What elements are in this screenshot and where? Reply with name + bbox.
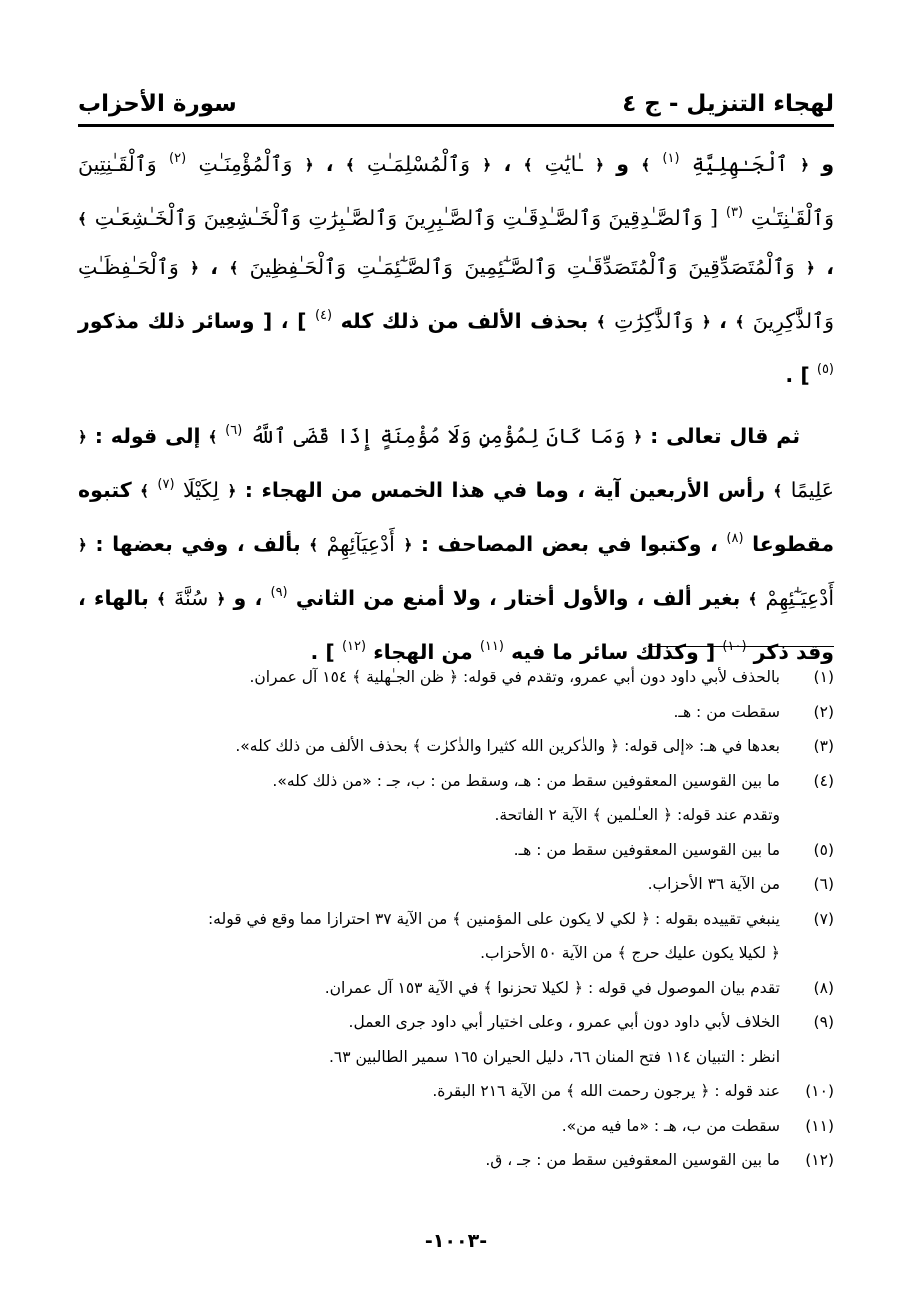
paragraph-1 (78, 135, 834, 399)
footnote-continuation (78, 798, 834, 833)
footnote-text: ما بين القوسين المعقوفين سقط من : هـ. (513, 840, 780, 859)
footnote-text: ينبغي تقييده بقوله : ﴿ لكي لا يكون على المؤمنين ﴾ من الآية ٣٧ احترازا مما وقع في قوله: (207, 909, 780, 928)
footnote-item (78, 729, 834, 764)
text-fragment: وكتبوا في بعض المصاحف : (420, 532, 702, 556)
quran-word: ٱلْجَـٰهِلِيَّةِ (691, 152, 788, 176)
text-fragment: ، (826, 255, 834, 279)
footnote-text: تقدم بيان الموصول في قوله : ﴿ لكيلا تحزنوا ﴾ في الآية ١٥٣ آل عمران. (324, 978, 780, 997)
quran-word: وَٱلذَّٰكِرَٰتِ (614, 309, 694, 333)
footnote-ref-1[interactable]: (١) (662, 151, 680, 166)
text-fragment: ، (503, 152, 512, 176)
text-fragment: ] . (310, 640, 335, 664)
footnote-ref-7[interactable]: (٧) (157, 477, 175, 492)
main-text (78, 135, 834, 676)
footnote-continuation (78, 1040, 834, 1075)
ornate-bracket-close: ﴾ (735, 313, 745, 331)
footnote-ref-12[interactable]: (١٢) (341, 639, 367, 654)
paragraph-2 (78, 407, 834, 676)
quran-word: وَٱلْمُتَصَدِّقِينَ وَٱلْمُتَصَدِّقَـٰتِ وَٱلصَّـٰٓئِمِينَ (464, 255, 795, 279)
ornate-bracket-close: ﴾ (773, 482, 783, 500)
footnote-item (78, 1143, 834, 1178)
text-fragment: [ وكذلك سائر ما فيه (511, 640, 716, 664)
quran-word: وَٱلْحَـٰفِظَـٰتِ وَٱلذَّٰكِرِينَ (78, 255, 835, 333)
quran-word: لِكَيْلَا (183, 478, 220, 502)
footnote-text: وتقدم عند قوله: ﴿ العـٰلمين ﴾ الآية ٢ الفاتحة. (494, 806, 780, 824)
ornate-bracket-open: ﴿ (701, 313, 711, 331)
footnote-number: (٧) (813, 909, 834, 928)
quran-word: وَٱلْمُؤْمِنَـٰتِ (198, 152, 293, 176)
footnote-number: (٢) (813, 702, 834, 721)
footnote-text: الخلاف لأبي داود دون أبي عمرو ، وعلى اختيار أبي داود جرى العمل. (348, 1013, 780, 1031)
book-title: لهجاء التنزيل - ج ٤ (622, 91, 834, 117)
footnote-text: عند قوله : ﴿ يرجون رحمت الله ﴾ من الآية ٢١٦ البقرة. (432, 1082, 780, 1100)
footnote-number: (٦) (813, 875, 834, 893)
ornate-bracket-open: ﴿ (304, 156, 314, 174)
ornate-bracket-open: ﴿ (806, 259, 815, 277)
ornate-bracket-open: ﴿ (595, 156, 604, 174)
footnote-number: (٥) (813, 840, 834, 859)
quran-word: وَمَا كَانَ لِمُؤْمِنٍ وَلَا مُؤْمِنَةٍ إِذَا قَضَى ٱللَّهُ (250, 424, 626, 448)
ornate-bracket-close: ﴾ (345, 156, 355, 174)
text-fragment: رأس الأربعين آية ، وما في هذا الخمس من الهجاء : (244, 478, 765, 502)
quran-word: ـٰايَٰتِ (544, 152, 583, 176)
footnote-text: سقطت من : هـ. (673, 702, 780, 721)
ornate-bracket-close: ﴾ (208, 428, 218, 446)
footnote-ref-4[interactable]: (٤) (314, 308, 333, 323)
ornate-bracket-open: ﴿ (633, 428, 643, 446)
ornate-bracket-close: ﴾ (523, 156, 533, 174)
footnote-ref-2[interactable]: (٢) (169, 151, 187, 166)
footnote-text: ﴿ لكيلا يكون عليك حرج ﴾ من الآية ٥٠ الأحزاب. (480, 944, 780, 962)
ornate-bracket-open: ﴿ (227, 482, 237, 500)
ornate-bracket-close: ﴾ (641, 156, 651, 174)
ornate-bracket-open: ﴿ (78, 428, 87, 446)
text-fragment: بألف ، وفي بعضها : (95, 532, 301, 556)
footnote-ref-11[interactable]: (١١) (479, 639, 504, 654)
ornate-bracket-open: ﴿ (216, 590, 226, 608)
footnote-continuation (78, 936, 834, 971)
footnote-item (78, 695, 834, 730)
footnote-ref-5[interactable]: (٥) (816, 362, 834, 377)
footnote-item (78, 867, 834, 902)
quran-word: أَدْعِيَـٰٓئِهِمْ (765, 586, 835, 610)
footnote-item (78, 764, 834, 799)
footnote-ref-8[interactable]: (٨) (726, 531, 744, 546)
text-fragment: ثم قال تعالى : (650, 424, 801, 448)
footnote-text: بالحذف لأبي داود دون أبي عمرو، وتقدم في قوله: ﴿ ظن الجـٰهلية ﴾ ١٥٤ آل عمران. (249, 668, 780, 686)
text-fragment: بغير ألف ، والأول أختار ، ولا أمنع من الثاني (295, 586, 741, 610)
footnote-number: (٩) (813, 1013, 834, 1031)
ornate-bracket-close: ﴾ (140, 482, 149, 500)
text-fragment: ، و (233, 586, 263, 610)
footnote-item (78, 1109, 834, 1144)
footnote-text: من الآية ٣٦ الأحزاب. (647, 875, 780, 893)
quran-word: أَدْعِيَآئِهِمْ (326, 532, 395, 556)
footnote-text: سقطت من ب، هـ : «ما فيه من». (561, 1116, 780, 1135)
footnote-number: (٣) (813, 737, 834, 755)
text-fragment: من الهجاء (373, 640, 473, 664)
ornate-bracket-open: ﴿ (190, 259, 199, 277)
footnote-number: (١) (813, 668, 834, 686)
footnote-item (78, 660, 834, 695)
footnote-separator (648, 646, 834, 647)
text-fragment: ، (719, 309, 727, 333)
text-fragment: ، (710, 532, 718, 556)
ornate-bracket-open: ﴿ (403, 536, 413, 554)
quran-word: وَٱلصَّـٰٓئِمَـٰتِ وَٱلْحَـٰفِظِينَ (249, 255, 453, 279)
text-fragment: و (821, 152, 835, 176)
text-fragment: ] . (785, 363, 810, 387)
footnote-item (78, 902, 834, 937)
quran-word: وَٱلْمُسْلِمَـٰتِ (367, 152, 471, 176)
ornate-bracket-close: ﴾ (229, 259, 239, 277)
quran-word: [ وَٱلصَّـٰدِقِينَ وَٱلصَّـٰدِقَـٰتِ وَٱلصَّـٰبِرِينَ وَٱلصَّـٰبِرَٰتِ وَٱلْخَـٰشِعِينَ وَٱلْخَـٰشِعَـٰتِ (94, 206, 718, 230)
footnote-text: ما بين القوسين المعقوفين سقط من : جـ ، ق. (485, 1151, 780, 1169)
text-fragment: إلى قوله : (94, 424, 201, 448)
footnote-item (78, 971, 834, 1006)
footnotes (78, 660, 834, 1178)
quran-word: عَلِيمًا (790, 478, 835, 502)
ornate-bracket-close: ﴾ (78, 210, 87, 228)
text-fragment: ، (210, 255, 219, 279)
footnote-item (78, 833, 834, 868)
surah-title: سورة الأحزاب (78, 91, 237, 117)
footnote-number: (٨) (813, 978, 834, 997)
ornate-bracket-close: ﴾ (156, 590, 166, 608)
page (78, 84, 834, 1284)
footnote-text: انظر : التبيان ١١٤ فتح المنان ٦٦، دليل الحيران ١٦٥ سمير الطالبين ٦٣. (328, 1047, 780, 1066)
footnote-ref-9[interactable]: (٩) (270, 585, 288, 600)
running-header (78, 84, 834, 127)
ornate-bracket-open: ﴿ (800, 156, 810, 174)
text-fragment: كله (340, 309, 374, 333)
page-number: -١٠٠٣- (424, 1230, 488, 1252)
footnote-number: (١٠) (805, 1082, 834, 1100)
ornate-bracket-close: ﴾ (309, 536, 319, 554)
footnote-ref-10[interactable]: (١٠) (722, 639, 747, 654)
text-fragment: بحذف الألف من ذلك (381, 309, 589, 333)
footnote-text: بعدها في هـ: «إلى قوله: ﴿ والذٰكرين الله كثيرا والذٰكرٰت ﴾ بحذف الألف من ذلك كله». (235, 737, 780, 755)
footnote-number: (٤) (813, 771, 834, 790)
text-fragment: و (616, 152, 629, 176)
ornate-bracket-open: ﴿ (482, 156, 492, 174)
text-fragment: كتبوه مقطوعا (78, 478, 835, 556)
quran-word: سُنَّةَ (173, 586, 209, 610)
footnote-text: ما بين القوسين المعقوفين سقط من : هـ، وسقط من : ب، جـ : «من ذلك كله». (272, 771, 780, 790)
ornate-bracket-close: ﴾ (748, 590, 758, 608)
text-fragment: ] ، [ وسائر ذلك مذكور (78, 309, 307, 333)
text-fragment: ، (325, 152, 334, 176)
footnote-number: (١٢) (805, 1151, 834, 1169)
ornate-bracket-open: ﴿ (78, 536, 87, 554)
footnote-item (78, 1074, 834, 1109)
footnote-ref-6[interactable]: (٦) (225, 423, 243, 438)
quran-word: وَٱلْقَـٰنِتِينَ وَٱلْقَـٰنِتَـٰتِ (78, 152, 835, 230)
footnote-ref-3[interactable]: (٣) (725, 205, 744, 220)
footnote-number: (١١) (805, 1116, 834, 1135)
ornate-bracket-close: ﴾ (596, 313, 606, 331)
footnote-item (78, 1005, 834, 1040)
text-fragment: بالهاء ، وقد ذكر (78, 586, 834, 664)
